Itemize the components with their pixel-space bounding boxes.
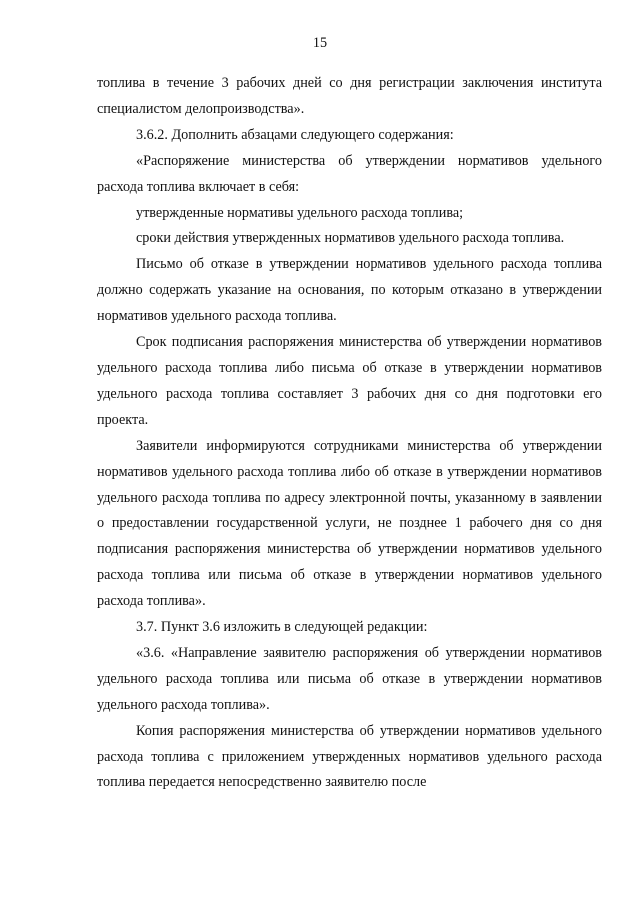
- paragraph: Срок подписания распоряжения министерства об утверждении нормативов удельного расхода топлива либо письма об отказе в утверждении нормативов удельного расхода топлива составляет 3 рабочих дня со дня подготовки его проекта.: [97, 334, 602, 428]
- paragraph: Заявители информируются сотрудниками министерства об утверждении нормативов удельного расхода топлива либо об отказе в утверждении нормативов удельного расхода топлива по адресу электронной почты, указанному в заявлении о предоставлении государственной услуги, не позднее 1 рабочего дня со дня подписания распоряжения министерства об утверждении нормативов удельного расхода топлива или письма об отказе в утверждении нормативов удельного расхода топлива».: [97, 437, 602, 610]
- paragraph: сроки действия утвержденных нормативов удельного расхода топлива.: [136, 230, 565, 247]
- paragraph: «Распоряжение министерства об утверждении нормативов удельного расхода топлива включает в себя:: [97, 152, 602, 195]
- paragraph: «3.6. «Направление заявителю распоряжения об утверждении нормативов удельного расхода топлива или письма об отказе в утверждении нормативов удельного расхода топлива».: [97, 644, 602, 713]
- page-number: 15: [312, 35, 328, 51]
- body-text: [97, 71, 602, 796]
- paragraph: Письмо об отказе в утверждении нормативов удельного расхода топлива должно содержать указание на основания, по которым отказано в утверждении нормативов удельного расхода топлива.: [97, 256, 602, 325]
- paragraph: топлива в течение 3 рабочих дней со дня регистрации заключения института специалистом делопроизводства».: [97, 75, 602, 117]
- paragraph: 3.7. Пункт 3.6 изложить в следующей редакции:: [136, 619, 428, 636]
- paragraph: 3.6.2. Дополнить абзацами следующего содержания:: [136, 126, 454, 143]
- paragraph: утвержденные нормативы удельного расхода топлива;: [136, 204, 464, 221]
- paragraph: Копия распоряжения министерства об утверждении нормативов удельного расхода топлива с приложением утвержденных нормативов удельного расхода топлива передается непосредственно заявителю после: [97, 722, 602, 791]
